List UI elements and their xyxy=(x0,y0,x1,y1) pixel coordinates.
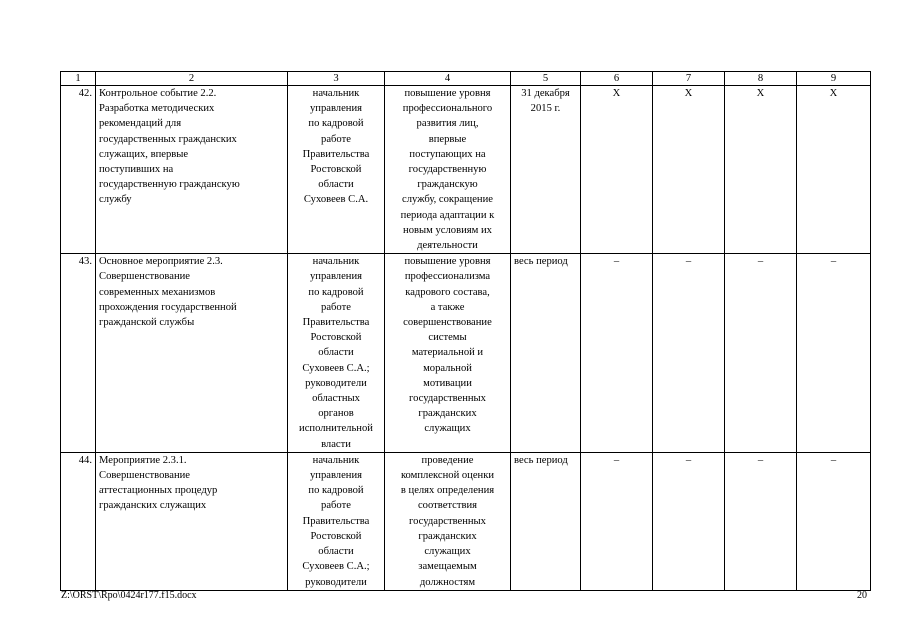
row-number: 44. xyxy=(61,452,96,590)
cell-col-8: – xyxy=(725,452,797,590)
col-header-8: 8 xyxy=(725,72,797,86)
cell-col-7: X xyxy=(653,86,725,254)
executor: начальник управления по кадровой работе Правительства Ростовской области Суховеев С.А.; руководители xyxy=(288,452,385,590)
plan-table xyxy=(60,71,871,591)
table-row xyxy=(61,254,871,453)
cell-col-6: X xyxy=(581,86,653,254)
cell-col-7: – xyxy=(653,452,725,590)
table-row xyxy=(61,452,871,590)
activity-name: Основное мероприятие 2.3. Совершенствование современных механизмов прохождения государственной гражданской службы xyxy=(96,254,288,453)
col-header-4: 4 xyxy=(385,72,511,86)
expected-result: проведение комплексной оценки в целях определения соответствия государственных гражданских служащих замещаемым должностям xyxy=(385,452,511,590)
activity-name: Мероприятие 2.3.1. Совершенствование аттестационных процедур гражданских служащих xyxy=(96,452,288,590)
table-row xyxy=(61,86,871,254)
col-header-6: 6 xyxy=(581,72,653,86)
cell-col-7: – xyxy=(653,254,725,453)
term: 31 декабря 2015 г. xyxy=(511,86,581,254)
term: весь период xyxy=(511,254,581,453)
cell-col-9: X xyxy=(797,86,871,254)
cell-col-6: – xyxy=(581,452,653,590)
header-row xyxy=(61,72,871,86)
col-header-7: 7 xyxy=(653,72,725,86)
col-header-1: 1 xyxy=(61,72,96,86)
expected-result: повышение уровня профессионализма кадрового состава, а также совершенствование системы материальной и моральной мотивации государственных гражданских служащих xyxy=(385,254,511,453)
row-number: 43. xyxy=(61,254,96,453)
executor: начальник управления по кадровой работе Правительства Ростовской области Суховеев С.А.; руководители областных органов исполнительной власти xyxy=(288,254,385,453)
cell-col-8: X xyxy=(725,86,797,254)
cell-col-6: – xyxy=(581,254,653,453)
cell-col-9: – xyxy=(797,254,871,453)
cell-col-9: – xyxy=(797,452,871,590)
col-header-9: 9 xyxy=(797,72,871,86)
col-header-3: 3 xyxy=(288,72,385,86)
page-number: 20 xyxy=(857,590,867,601)
cell-col-8: – xyxy=(725,254,797,453)
row-number: 42. xyxy=(61,86,96,254)
activity-name: Контрольное событие 2.2. Разработка методических рекомендаций для государственных гражданских служащих, впервые поступивших на государственную гражданскую службу xyxy=(96,86,288,254)
executor: начальник управления по кадровой работе Правительства Ростовской области Суховеев С.А. xyxy=(288,86,385,254)
col-header-2: 2 xyxy=(96,72,288,86)
term: весь период xyxy=(511,452,581,590)
expected-result: повышение уровня профессионального развития лиц, впервые поступающих на государственную гражданскую службу, сокращение периода адаптации к новым условиям их деятельности xyxy=(385,86,511,254)
footer-file-path: Z:\ORST\Rpo\0424r177.f15.docx xyxy=(61,590,197,601)
col-header-5: 5 xyxy=(511,72,581,86)
